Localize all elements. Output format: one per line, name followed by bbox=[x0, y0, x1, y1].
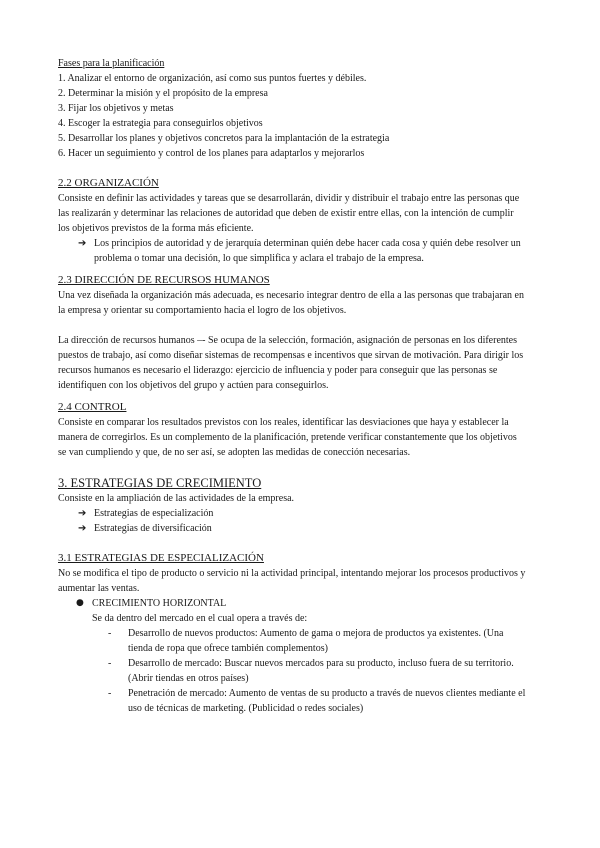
planning-item: 2. Determinar la misión y el propósito de la empresa bbox=[58, 88, 268, 99]
dash-icon: - bbox=[108, 658, 112, 669]
especializacion-dash-text: Desarrollo de mercado: Buscar nuevos mercados para su producto, incluso fuera de su territorio. (Abrir tiendas en otros países) bbox=[128, 658, 514, 684]
list-item bbox=[58, 596, 526, 611]
section-heading-estrategias: 3. ESTRATEGIAS DE CRECIMIENTO bbox=[58, 476, 262, 490]
document-content bbox=[58, 56, 526, 716]
section-heading-especializacion: 3.1 ESTRATEGIAS DE ESPECIALIZACIÓN bbox=[58, 552, 264, 564]
control-body: Consiste en comparar los resultados previstos con los reales, identificar las desviaciones que haya y establecer la manera de corregirlos. Es un complemento de la planificación, pretende verificar constantemente que los objetivos se van cumpliendo y que, de no ser así, se adopten las medidas de conección necesarias. bbox=[58, 417, 517, 458]
especializacion-intro: Se da dentro del mercado en el cual opera a través de: bbox=[92, 613, 308, 624]
dash-icon: - bbox=[108, 688, 112, 699]
rrhh-paragraph-2: La dirección de recursos humanos –- Se ocupa de la selección, formación, asignación de personas en los diferentes puestos de trabajo, así como diseñar sistemas de recompensas e incentivos que sirvan de motivación. Para dirigir los recursos humanos es necesario el liderazgo: ejercicio de influencia y poder para conseguir que las personas se identifiquen con los objetivos del grupo y actúen para conseguirlos. bbox=[58, 335, 524, 391]
especializacion-body: No se modifica el tipo de producto o servicio ni la actividad principal, intentando mejorar los procesos productivos y aumentar las ventas. bbox=[58, 568, 526, 594]
list-item bbox=[58, 236, 526, 266]
section-heading-control: 2.4 CONTROL bbox=[58, 401, 127, 413]
arrow-icon: ➔ bbox=[78, 523, 87, 534]
list-item bbox=[58, 521, 526, 536]
planning-item: 1. Analizar el entorno de organización, así como sus puntos fuertes y débiles. bbox=[58, 73, 367, 84]
bullet-icon: ● bbox=[76, 598, 84, 608]
especializacion-dash-text: Penetración de mercado: Aumento de ventas de su producto a través de nuevos clientes mediante el uso de técnicas de marketing. (Publicidad o redes sociales) bbox=[128, 688, 526, 714]
planning-item: 4. Escoger la estrategia para conseguirlos objetivos bbox=[58, 118, 263, 129]
estrategias-body: Consiste en la ampliación de las actividades de la empresa. bbox=[58, 493, 295, 504]
list-item bbox=[58, 626, 526, 656]
section-heading-organizacion: 2.2 ORGANIZACIÓN bbox=[58, 177, 159, 189]
planning-title: Fases para la planificación bbox=[58, 58, 165, 69]
estrategias-item: Estrategias de especialización bbox=[94, 508, 214, 519]
list-item bbox=[58, 686, 526, 716]
list-item bbox=[58, 656, 526, 686]
especializacion-dash-text: Desarrollo de nuevos productos: Aumento de gama o mejora de productos ya existentes. (Una tienda de ropa que ofrece también complementos) bbox=[128, 628, 504, 654]
dash-icon: - bbox=[108, 628, 112, 639]
planning-item: 5. Desarrollar los planes y objetivos concretos para la implantación de la estrategia bbox=[58, 133, 390, 144]
planning-item: 6. Hacer un seguimiento y control de los planes para adaptarlos y mejorarlos bbox=[58, 148, 365, 159]
list-item bbox=[58, 506, 526, 521]
estrategias-item: Estrategias de diversificación bbox=[94, 523, 212, 534]
arrow-icon: ➔ bbox=[78, 238, 87, 249]
section-heading-rrhh: 2.3 DIRECCIÓN DE RECURSOS HUMANOS bbox=[58, 274, 270, 286]
rrhh-paragraph-1: Una vez diseñada la organización más adecuada, es necesario integrar dentro de ella a las personas que trabajaran en la empresa y orientar su comportamiento hacia el logro de los objetivos. bbox=[58, 290, 524, 316]
arrow-icon: ➔ bbox=[78, 508, 87, 519]
organizacion-arrow-text: Los principios de autoridad y de jerarquía determinan quién debe hacer cada cosa y quién debe resolver un problema o tomar una decisión, lo que simplifica y aclara el trabajo de la empresa. bbox=[94, 238, 521, 264]
organizacion-body: Consiste en definir las actividades y tareas que se desarrollarán, dividir y distribuir el trabajo entre las personas que las realizarán y determinar las relaciones de autoridad que deben de existir entre ellas, con la intención de cumplir los objetivos previstos de la forma más eficiente. bbox=[58, 193, 520, 234]
especializacion-bullet-text: CRECIMIENTO HORIZONTAL bbox=[92, 598, 227, 609]
planning-item: 3. Fijar los objetivos y metas bbox=[58, 103, 174, 114]
